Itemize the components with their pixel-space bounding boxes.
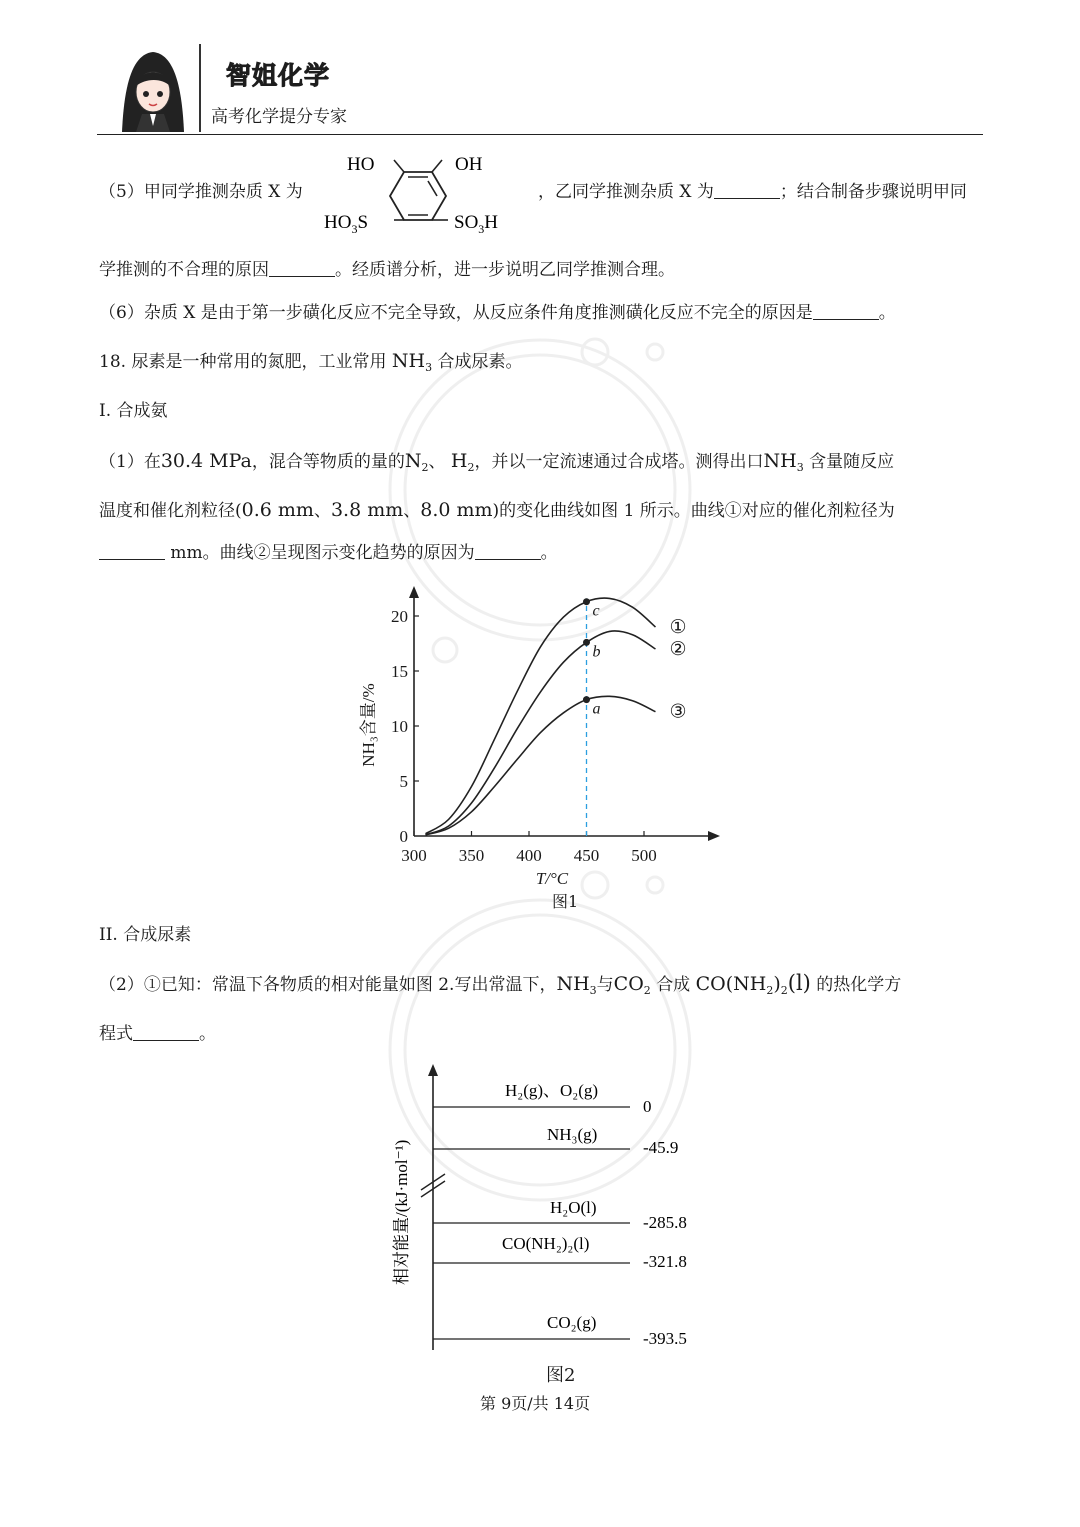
- q1-n-sub: 2: [421, 461, 429, 474]
- q1-h-sub: 2: [467, 461, 475, 474]
- q5-tail: ；结合制备步骤说明甲同: [779, 182, 967, 202]
- struct-oh-left: HO: [347, 154, 375, 175]
- q1-nh: NH: [763, 450, 797, 472]
- q2-line2-text: 程式: [99, 1024, 133, 1044]
- q1-size1: 0.6 mm: [241, 499, 314, 521]
- q1-b: ，混合等物质的量的: [251, 452, 405, 472]
- q5-line1: [538, 180, 967, 204]
- struct-so3h-right: $SO_3H$: [454, 212, 499, 236]
- figure2-caption: 图2: [546, 1365, 576, 1386]
- header-rule: [97, 134, 983, 135]
- marked-point: [583, 598, 590, 605]
- q2-a: （2）①已知：常温下各物质的相对能量如图 2.写出常温下，: [99, 975, 557, 995]
- q2-state: (l): [787, 971, 811, 995]
- x-tick-label: 350: [458, 846, 485, 865]
- answer-blank[interactable]: [269, 262, 335, 277]
- x-tick-label: 300: [401, 846, 427, 865]
- part2-heading: II. 合成尿素: [99, 925, 192, 945]
- q1-a: （1）在: [99, 452, 161, 472]
- answer-blank[interactable]: [813, 305, 879, 320]
- q18-intro-post: 合成尿素。: [437, 352, 523, 372]
- q6-line: [99, 301, 896, 325]
- y-axis-label: NH₃含量/%: [359, 683, 378, 767]
- y-axis-arrow: [409, 586, 419, 598]
- y-tick-label: 20: [391, 607, 408, 626]
- q1-d: 含量随反应: [809, 452, 895, 472]
- level-value: -393.5: [643, 1329, 687, 1348]
- q1-sep: 、: [428, 452, 446, 472]
- marked-point: [583, 696, 590, 703]
- point-label: c: [592, 602, 600, 620]
- figure2-ylabel: 相对能量/(kJ·mol⁻¹): [392, 1139, 411, 1285]
- q2-co: CO: [613, 973, 644, 995]
- q1-unit: mm: [170, 543, 203, 563]
- series-label: ③: [669, 701, 687, 723]
- structure-formula: [320, 148, 520, 238]
- x-axis-label: T/°C: [535, 869, 569, 888]
- x-tick-label: 400: [516, 846, 542, 865]
- level-species: NH₃(g): [547, 1125, 598, 1144]
- y-tick-label: 10: [391, 717, 408, 736]
- answer-blank[interactable]: [714, 184, 780, 199]
- header-divider: [199, 44, 201, 132]
- q6-text: （6）杂质 X 是由于第一步磺化反应不完全导致，从反应条件角度推测磺化反应不完全的原因是: [99, 303, 813, 323]
- level-species: CO₂(g): [547, 1313, 597, 1332]
- x-tick-label: 450: [573, 846, 600, 865]
- y-tick-label: 0: [399, 827, 408, 846]
- q6-end: 。: [878, 303, 896, 323]
- point-label: a: [592, 700, 601, 718]
- answer-blank[interactable]: [99, 545, 165, 560]
- level-value: -45.9: [643, 1138, 679, 1157]
- level-value: -321.8: [643, 1252, 687, 1271]
- level-species: H₂O(l): [550, 1198, 597, 1217]
- brand-title: 智姐化学: [226, 61, 331, 90]
- q2-c: 合成: [656, 975, 691, 995]
- series-label: ①: [669, 617, 687, 638]
- q18-intro-nh: NH: [391, 350, 426, 372]
- figure2-diagram: [375, 1060, 715, 1360]
- q1-l2-b: )的变化曲线如图 1 所示。曲线①对应的催化剂粒径为: [492, 501, 895, 521]
- avatar: [112, 46, 194, 132]
- q1-line2: [99, 498, 895, 523]
- q5-line2-pre: 学推测的不合理的原因: [99, 260, 269, 280]
- answer-blank[interactable]: [475, 545, 541, 560]
- q18-intro: [99, 349, 522, 374]
- figure1-caption: 图1: [552, 892, 579, 911]
- q1-n: N: [404, 450, 422, 472]
- q18-intro-pre: 18. 尿素是一种常用的氮肥，工业常用: [99, 352, 387, 372]
- y-tick-label: 15: [391, 662, 408, 681]
- figure1-chart: [340, 578, 740, 888]
- q1-l2-a: 温度和催化剂粒径(: [99, 501, 242, 521]
- level-value: 0: [643, 1097, 652, 1116]
- q2-line1: [99, 971, 901, 997]
- q1-sep1: 、: [313, 501, 331, 521]
- q2-nh-sub: 3: [589, 984, 597, 997]
- level-species: CO(NH₂)₂(l): [502, 1234, 590, 1253]
- q1-c: ，并以一定流速通过合成塔。测得出口: [474, 452, 764, 472]
- q5-line1-prefix: （5）甲同学推测杂质 X 为: [99, 182, 303, 202]
- q1-h: H: [450, 450, 468, 472]
- q2-urea: CO(NH: [695, 973, 767, 995]
- q2-end: 。: [199, 1024, 216, 1044]
- q5-line2: [99, 258, 675, 282]
- y-tick-label: 5: [399, 772, 408, 791]
- struct-so3h-left: $HO_3S$: [324, 212, 369, 236]
- brand-tagline: 高考化学提分专家: [211, 107, 347, 127]
- q1-size3: 8.0 mm: [420, 499, 493, 521]
- q5-mid: ，乙同学推测杂质 X 为: [538, 182, 714, 202]
- q2-b: 与: [596, 975, 614, 995]
- part1-heading: I. 合成氨: [99, 401, 168, 421]
- q5-line2-post: 。经质谱分析，进一步说明乙同学推测合理。: [335, 260, 675, 280]
- answer-blank[interactable]: [133, 1026, 199, 1041]
- q18-intro-sub: 3: [425, 361, 433, 374]
- q2-d: 的热化学方: [816, 975, 902, 995]
- page-number: 第 9页/共 14页: [480, 1394, 591, 1413]
- marked-point: [583, 639, 590, 646]
- level-species: H₂(g)、O₂(g): [505, 1081, 599, 1100]
- x-tick-label: 500: [631, 846, 657, 865]
- series-label: ②: [669, 639, 687, 660]
- q1-l3-b: 。曲线②呈现图示变化趋势的原因为: [202, 543, 475, 563]
- series-line: [426, 696, 656, 835]
- q1-l3-end: 。: [540, 543, 558, 563]
- struct-oh-right: OH: [455, 154, 483, 175]
- q2-urea-sub2: 2: [780, 984, 788, 997]
- level-value: -285.8: [643, 1213, 687, 1232]
- series-line: [426, 598, 656, 834]
- q1-sep2: 、: [403, 501, 421, 521]
- q1-line3: [99, 541, 558, 565]
- q2-urea-close: ): [773, 973, 781, 995]
- q1-pressure: 30.4 MPa: [160, 450, 252, 472]
- q2-co-sub: 2: [643, 984, 651, 997]
- q2-line2: [99, 1022, 216, 1046]
- point-label: b: [592, 643, 601, 661]
- q1-size2: 3.8 mm: [330, 499, 404, 521]
- q1-line1: [99, 449, 894, 474]
- q2-nh: NH: [556, 973, 590, 995]
- q2-urea-sub1: 2: [766, 984, 774, 997]
- q1-nh-sub: 3: [796, 461, 804, 474]
- x-axis-arrow: [708, 831, 720, 841]
